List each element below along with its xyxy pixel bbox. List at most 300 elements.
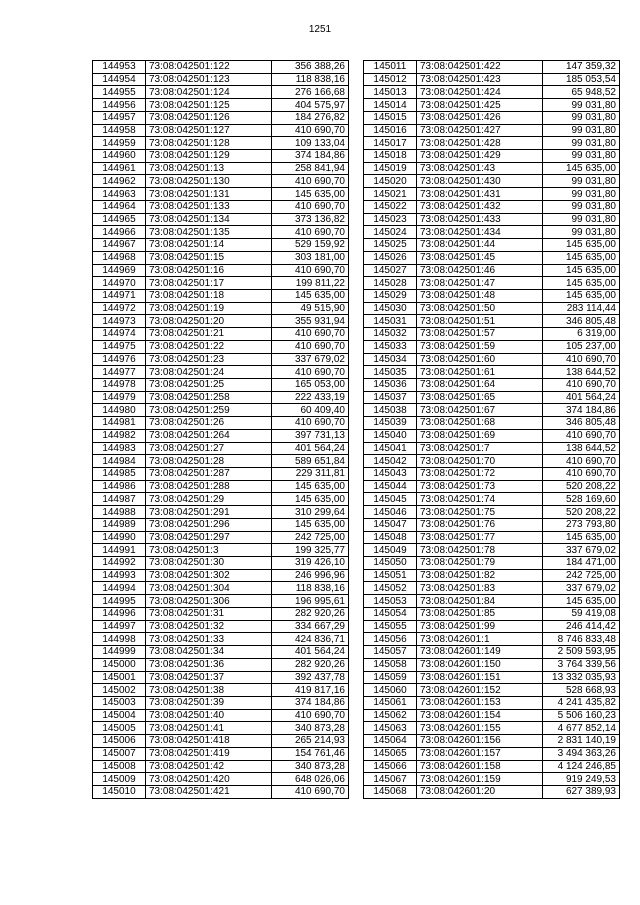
cadastral-number: 73:08:042501:75 [417,506,543,519]
cadastral-number: 73:08:042601:153 [417,696,543,709]
table-row [93,378,349,391]
cadastral-number: 73:08:042601:158 [417,760,543,773]
cadastral-number: 73:08:042501:70 [417,455,543,468]
cadastral-number: 73:08:042501:3 [146,544,272,557]
cadastral-value: 184 471,00 [543,557,620,570]
table-row [364,633,620,646]
cadastral-value: 49 515,90 [272,302,349,315]
cadastral-value: 8 746 833,48 [543,633,620,646]
cadastral-number: 73:08:042501:291 [146,506,272,519]
cadastral-value: 185 053,54 [543,73,620,86]
cadastral-value: 6 319,00 [543,328,620,341]
table-row [364,455,620,468]
table-row [93,544,349,557]
cadastral-number: 73:08:042501:430 [417,175,543,188]
cadastral-value: 99 031,80 [543,175,620,188]
table-row [364,73,620,86]
table-row [364,404,620,417]
cadastral-value: 165 053,00 [272,378,349,391]
row-number: 145053 [364,595,417,608]
cadastral-number: 73:08:042501:129 [146,150,272,163]
table-row [364,722,620,735]
row-number: 144982 [93,429,146,442]
table-row [93,557,349,570]
cadastral-value: 199 811,22 [272,277,349,290]
cadastral-value: 99 031,80 [543,226,620,239]
row-number: 144985 [93,468,146,481]
cadastral-value: 2 831 140,19 [543,735,620,748]
cadastral-value: 319 426,10 [272,557,349,570]
row-number: 145033 [364,340,417,353]
cadastral-number: 73:08:042501:73 [417,480,543,493]
cadastral-value: 410 690,70 [272,175,349,188]
row-number: 145061 [364,696,417,709]
table-row [364,302,620,315]
cadastral-number: 73:08:042501:76 [417,518,543,531]
cadastral-value: 410 690,70 [272,264,349,277]
cadastral-number: 73:08:042501:39 [146,696,272,709]
row-number: 144975 [93,340,146,353]
table-row [364,378,620,391]
cadastral-number: 73:08:042501:50 [417,302,543,315]
cadastral-value: 528 169,60 [543,493,620,506]
table-row [93,493,349,506]
cadastral-value: 283 114,44 [543,302,620,315]
row-number: 144973 [93,315,146,328]
cadastral-number: 73:08:042501:15 [146,251,272,264]
cadastral-value: 242 725,00 [272,531,349,544]
row-number: 145022 [364,200,417,213]
row-number: 144987 [93,493,146,506]
cadastral-number: 73:08:042501:297 [146,531,272,544]
row-number: 145020 [364,175,417,188]
table-row [93,86,349,99]
cadastral-value: 99 031,80 [543,124,620,137]
cadastral-value: 105 237,00 [543,340,620,353]
row-number: 144998 [93,633,146,646]
cadastral-number: 73:08:042501:433 [417,213,543,226]
row-number: 144977 [93,366,146,379]
row-number: 145050 [364,557,417,570]
table-row [364,99,620,112]
row-number: 144988 [93,506,146,519]
table-row [93,480,349,493]
row-number: 144965 [93,213,146,226]
table-row [93,162,349,175]
table-row [364,391,620,404]
table-row [93,773,349,786]
table-row [364,226,620,239]
cadastral-value: 356 388,26 [272,61,349,74]
table-row [364,531,620,544]
row-number: 145051 [364,569,417,582]
cadastral-number: 73:08:042501:434 [417,226,543,239]
row-number: 145006 [93,735,146,748]
cadastral-number: 73:08:042501:20 [146,315,272,328]
cadastral-value: 242 725,00 [543,569,620,582]
row-number: 145025 [364,239,417,252]
table-row [93,315,349,328]
row-number: 145014 [364,99,417,112]
cadastral-number: 73:08:042501:99 [417,620,543,633]
cadastral-number: 73:08:042501:432 [417,200,543,213]
table-row [93,785,349,798]
row-number: 144984 [93,455,146,468]
row-number: 144969 [93,264,146,277]
row-number: 145005 [93,722,146,735]
row-number: 145065 [364,747,417,760]
row-number: 144963 [93,188,146,201]
cadastral-value: 310 299,64 [272,506,349,519]
cadastral-number: 73:08:042501:128 [146,137,272,150]
cadastral-number: 73:08:042501:422 [417,61,543,74]
row-number: 145021 [364,188,417,201]
cadastral-value: 4 241 435,82 [543,696,620,709]
cadastral-value: 145 635,00 [543,531,620,544]
cadastral-value: 528 668,93 [543,684,620,697]
row-number: 145066 [364,760,417,773]
table-row [93,518,349,531]
row-number: 145000 [93,658,146,671]
table-row [364,200,620,213]
cadastral-value: 145 635,00 [272,480,349,493]
cadastral-number: 73:08:042601:152 [417,684,543,697]
row-number: 144974 [93,328,146,341]
cadastral-value: 392 437,78 [272,671,349,684]
row-number: 145068 [364,785,417,798]
row-number: 144983 [93,442,146,455]
table-row [364,557,620,570]
row-number: 145032 [364,328,417,341]
row-number: 144966 [93,226,146,239]
cadastral-value: 520 208,22 [543,480,620,493]
cadastral-number: 73:08:042501:40 [146,709,272,722]
cadastral-number: 73:08:042601:157 [417,747,543,760]
row-number: 144962 [93,175,146,188]
cadastral-number: 73:08:042501:304 [146,582,272,595]
cadastral-value: 3 764 339,56 [543,658,620,671]
row-number: 145049 [364,544,417,557]
cadastral-number: 73:08:042501:418 [146,735,272,748]
cadastral-value: 424 836,71 [272,633,349,646]
cadastral-value: 145 635,00 [272,289,349,302]
cadastral-value: 2 509 593,95 [543,646,620,659]
table-row [93,366,349,379]
row-number: 145024 [364,226,417,239]
row-number: 145037 [364,391,417,404]
table-row [93,99,349,112]
cadastral-value: 99 031,80 [543,99,620,112]
table-row [93,429,349,442]
table-row [93,417,349,430]
table-row [364,480,620,493]
table-row [93,340,349,353]
cadastral-number: 73:08:042501:264 [146,429,272,442]
table-row [93,213,349,226]
cadastral-value: 401 564,24 [272,442,349,455]
table-row [93,200,349,213]
cadastral-number: 73:08:042501:122 [146,61,272,74]
row-number: 144991 [93,544,146,557]
row-number: 145062 [364,709,417,722]
cadastral-number: 73:08:042501:306 [146,595,272,608]
cadastral-number: 73:08:042501:64 [417,378,543,391]
table-row [93,150,349,163]
table-row [364,442,620,455]
row-number: 145064 [364,735,417,748]
cadastral-number: 73:08:042501:133 [146,200,272,213]
table-row [364,137,620,150]
row-number: 145043 [364,468,417,481]
row-number: 144961 [93,162,146,175]
cadastral-value: 410 690,70 [272,366,349,379]
table-row [364,493,620,506]
cadastral-number: 73:08:042501:28 [146,455,272,468]
table-row [93,569,349,582]
table-row [364,671,620,684]
table-row [93,735,349,748]
cadastral-number: 73:08:042501:123 [146,73,272,86]
table-row [93,620,349,633]
row-number: 145023 [364,213,417,226]
cadastral-number: 73:08:042501:25 [146,378,272,391]
row-number: 144953 [93,61,146,74]
table-row [364,328,620,341]
row-number: 145010 [93,785,146,798]
table-row [364,785,620,798]
cadastral-number: 73:08:042501:420 [146,773,272,786]
row-number: 144957 [93,111,146,124]
cadastral-value: 337 679,02 [272,353,349,366]
row-number: 144979 [93,391,146,404]
row-number: 144978 [93,378,146,391]
cadastral-number: 73:08:042501:26 [146,417,272,430]
cadastral-value: 4 677 852,14 [543,722,620,735]
cadastral-number: 73:08:042501:33 [146,633,272,646]
row-number: 145067 [364,773,417,786]
table-row [364,468,620,481]
cadastral-value: 118 838,16 [272,582,349,595]
table-row [364,696,620,709]
table-row [364,111,620,124]
cadastral-value: 410 690,70 [272,417,349,430]
table-row [93,633,349,646]
table-row [93,61,349,74]
cadastral-value: 401 564,24 [543,391,620,404]
cadastral-value: 109 133,04 [272,137,349,150]
cadastral-value: 59 419,08 [543,607,620,620]
cadastral-value: 145 635,00 [543,264,620,277]
row-number: 144980 [93,404,146,417]
row-number: 145004 [93,709,146,722]
cadastral-number: 73:08:042501:14 [146,239,272,252]
cadastral-value: 138 644,52 [543,442,620,455]
cadastral-number: 73:08:042501:127 [146,124,272,137]
cadastral-value: 346 805,48 [543,315,620,328]
cadastral-value: 410 690,70 [543,353,620,366]
row-number: 144967 [93,239,146,252]
cadastral-number: 73:08:042501:258 [146,391,272,404]
row-number: 145054 [364,607,417,620]
cadastral-value: 118 838,16 [272,73,349,86]
cadastral-number: 73:08:042501:85 [417,607,543,620]
cadastral-number: 73:08:042601:156 [417,735,543,748]
table-row [364,86,620,99]
table-row [364,646,620,659]
cadastral-number: 73:08:042601:159 [417,773,543,786]
cadastral-value: 337 679,02 [543,544,620,557]
cadastral-value: 273 793,80 [543,518,620,531]
table-row [93,289,349,302]
cadastral-value: 99 031,80 [543,200,620,213]
row-number: 145031 [364,315,417,328]
table-row [93,455,349,468]
cadastral-number: 73:08:042501:84 [417,595,543,608]
row-number: 144968 [93,251,146,264]
row-number: 145042 [364,455,417,468]
table-row [93,137,349,150]
cadastral-number: 73:08:042601:20 [417,785,543,798]
cadastral-number: 73:08:042501:22 [146,340,272,353]
cadastral-number: 73:08:042501:68 [417,417,543,430]
table-row [364,709,620,722]
cadastral-number: 73:08:042501:30 [146,557,272,570]
cadastral-number: 73:08:042501:125 [146,99,272,112]
row-number: 145008 [93,760,146,773]
cadastral-value: 340 873,28 [272,760,349,773]
cadastral-number: 73:08:042501:431 [417,188,543,201]
row-number: 144954 [93,73,146,86]
row-number: 145003 [93,696,146,709]
registry-table-left [92,60,349,799]
cadastral-value: 154 761,46 [272,747,349,760]
cadastral-number: 73:08:042501:69 [417,429,543,442]
cadastral-value: 410 690,70 [543,455,620,468]
cadastral-value: 99 031,80 [543,111,620,124]
row-number: 144996 [93,607,146,620]
cadastral-value: 410 690,70 [272,124,349,137]
cadastral-number: 73:08:042501:17 [146,277,272,290]
table-row [364,518,620,531]
cadastral-number: 73:08:042501:428 [417,137,543,150]
cadastral-value: 410 690,70 [272,709,349,722]
row-number: 145015 [364,111,417,124]
cadastral-number: 73:08:042501:82 [417,569,543,582]
row-number: 144981 [93,417,146,430]
table-row [93,671,349,684]
row-number: 145041 [364,442,417,455]
row-number: 144999 [93,646,146,659]
table-row [364,315,620,328]
cadastral-value: 410 690,70 [272,340,349,353]
table-row [93,328,349,341]
cadastral-value: 410 690,70 [543,378,620,391]
row-number: 145028 [364,277,417,290]
cadastral-number: 73:08:042501:57 [417,328,543,341]
table-row [93,302,349,315]
cadastral-number: 73:08:042501:13 [146,162,272,175]
cadastral-number: 73:08:042501:61 [417,366,543,379]
cadastral-value: 145 635,00 [543,251,620,264]
cadastral-value: 410 690,70 [543,429,620,442]
cadastral-number: 73:08:042501:421 [146,785,272,798]
table-row [364,620,620,633]
table-row [364,506,620,519]
cadastral-number: 73:08:042501:72 [417,468,543,481]
cadastral-number: 73:08:042501:130 [146,175,272,188]
cadastral-value: 410 690,70 [272,226,349,239]
cadastral-number: 73:08:042501:41 [146,722,272,735]
cadastral-value: 13 332 035,93 [543,671,620,684]
cadastral-value: 145 635,00 [272,493,349,506]
cadastral-number: 73:08:042601:151 [417,671,543,684]
cadastral-number: 73:08:042501:27 [146,442,272,455]
table-row [364,277,620,290]
cadastral-number: 73:08:042601:150 [417,658,543,671]
cadastral-value: 589 651,84 [272,455,349,468]
cadastral-value: 374 184,86 [272,150,349,163]
cadastral-value: 627 389,93 [543,785,620,798]
row-number: 145027 [364,264,417,277]
cadastral-number: 73:08:042501:21 [146,328,272,341]
cadastral-value: 919 249,53 [543,773,620,786]
cadastral-value: 410 690,70 [272,785,349,798]
table-row [93,582,349,595]
row-number: 145019 [364,162,417,175]
table-row [364,150,620,163]
table-row [364,61,620,74]
row-number: 145011 [364,61,417,74]
cadastral-value: 648 026,06 [272,773,349,786]
cadastral-value: 410 690,70 [272,200,349,213]
cadastral-number: 73:08:042501:427 [417,124,543,137]
table-row [364,353,620,366]
cadastral-value: 419 817,16 [272,684,349,697]
row-number: 144989 [93,518,146,531]
cadastral-value: 99 031,80 [543,213,620,226]
cadastral-value: 282 920,26 [272,607,349,620]
row-number: 145009 [93,773,146,786]
cadastral-number: 73:08:042501:7 [417,442,543,455]
cadastral-number: 73:08:042501:424 [417,86,543,99]
row-number: 145017 [364,137,417,150]
table-row [93,607,349,620]
cadastral-value: 147 359,32 [543,61,620,74]
cadastral-value: 145 635,00 [543,277,620,290]
cadastral-value: 99 031,80 [543,188,620,201]
row-number: 144958 [93,124,146,137]
cadastral-number: 73:08:042601:1 [417,633,543,646]
table-row [364,239,620,252]
row-number: 144960 [93,150,146,163]
cadastral-value: 410 690,70 [272,328,349,341]
table-row [364,429,620,442]
cadastral-value: 355 931,94 [272,315,349,328]
table-row [364,162,620,175]
table-row [364,264,620,277]
row-number: 145012 [364,73,417,86]
cadastral-value: 340 873,28 [272,722,349,735]
cadastral-value: 145 635,00 [543,239,620,252]
cadastral-number: 73:08:042501:134 [146,213,272,226]
table-row [364,658,620,671]
cadastral-value: 184 276,82 [272,111,349,124]
row-number: 145044 [364,480,417,493]
row-number: 145002 [93,684,146,697]
table-row [93,709,349,722]
cadastral-value: 65 948,52 [543,86,620,99]
table-row [93,239,349,252]
